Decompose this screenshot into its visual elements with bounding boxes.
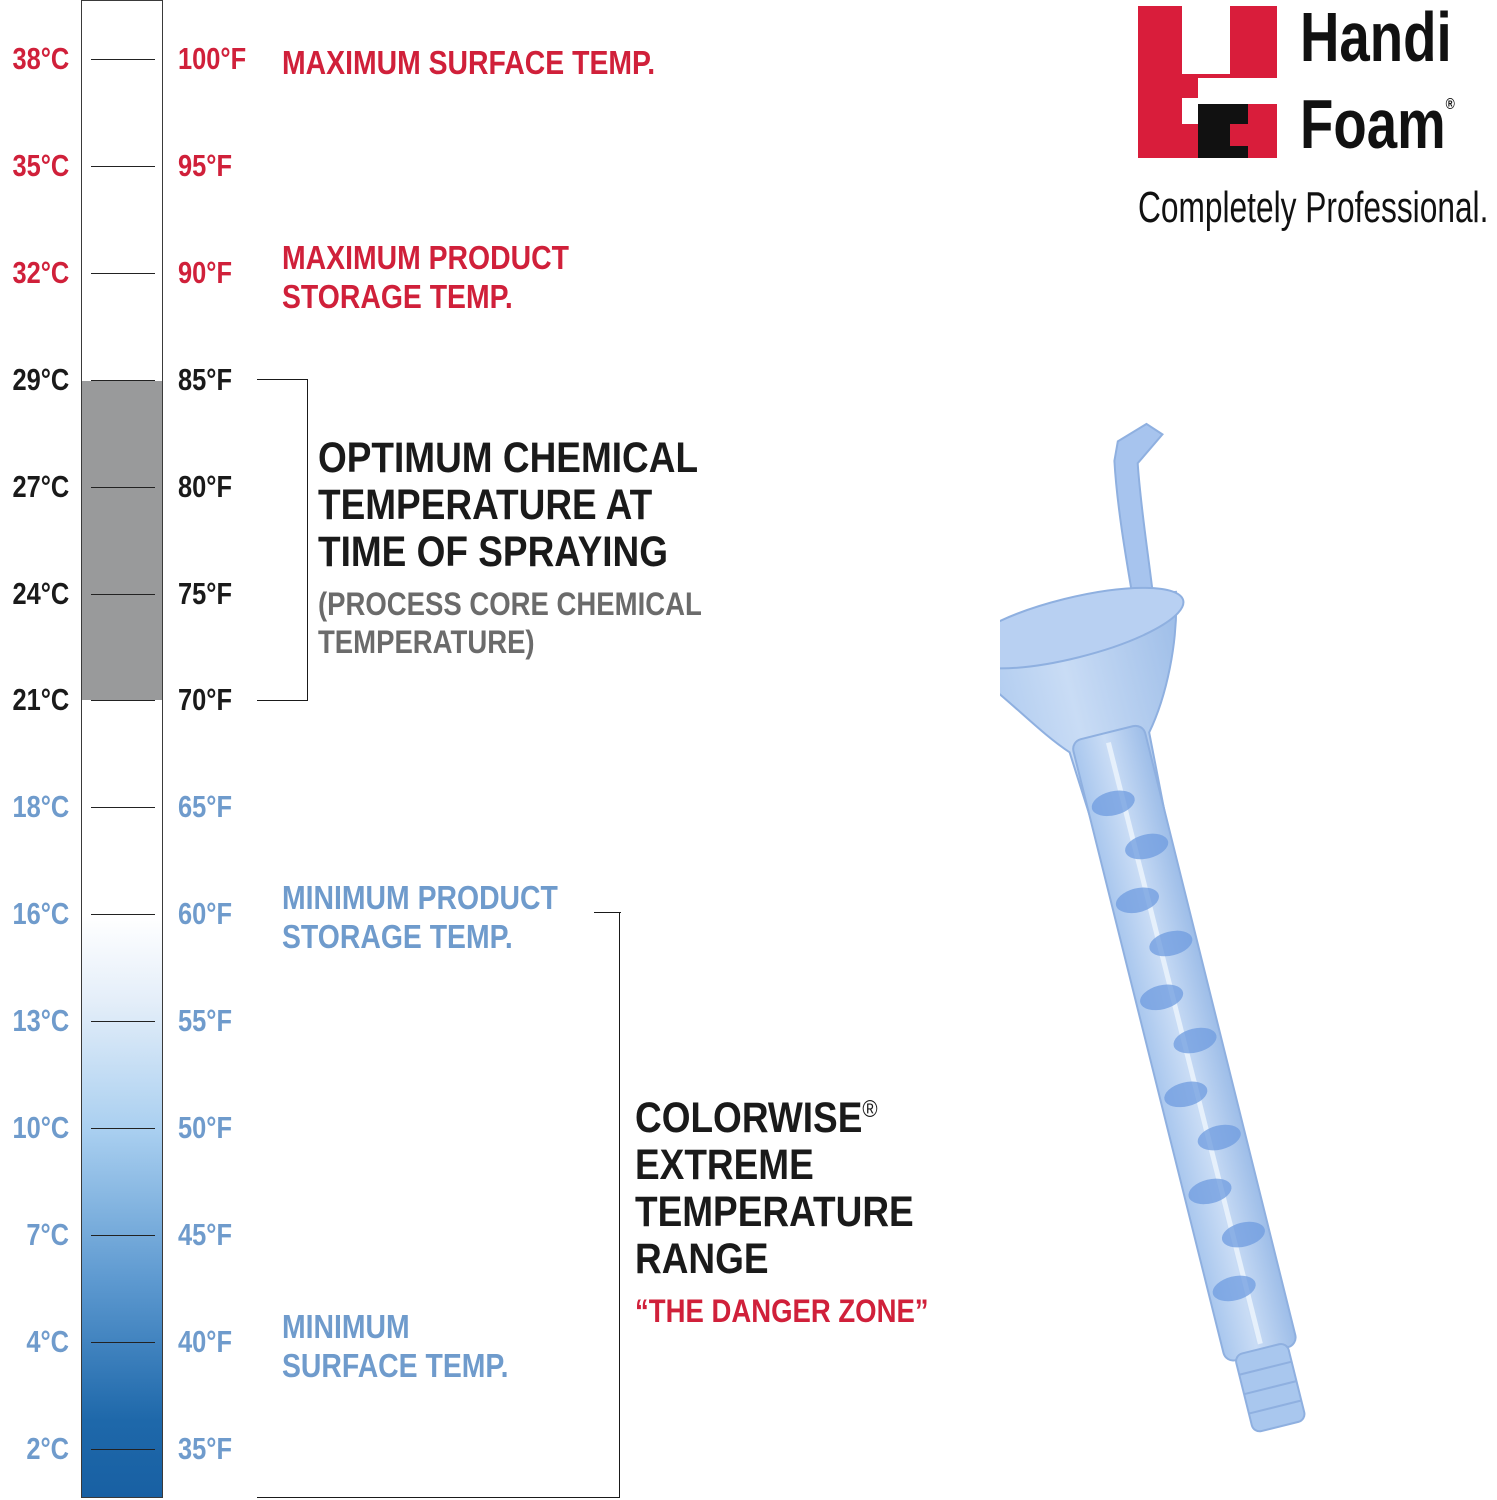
- colorwise-title-line1: [635, 1094, 878, 1143]
- fahrenheit-label: 60°F: [178, 896, 232, 931]
- scale-tick: [91, 914, 155, 915]
- danger-zone-bracket-top: [594, 912, 621, 913]
- scale-tick: [91, 1449, 155, 1450]
- celsius-label: 32°C: [12, 255, 69, 290]
- scale-tick: [91, 1128, 155, 1129]
- fahrenheit-label: 95°F: [178, 148, 232, 183]
- optimum-title-line3: TIME OF SPRAYING: [318, 528, 668, 576]
- fahrenheit-label: 45°F: [178, 1217, 232, 1252]
- fahrenheit-label: 75°F: [178, 576, 232, 611]
- fahrenheit-label: 85°F: [178, 362, 232, 397]
- danger-zone-bracket: [257, 913, 620, 1498]
- colorwise-title-line3: TEMPERATURE: [635, 1188, 914, 1236]
- celsius-label: 2°C: [26, 1431, 69, 1466]
- fahrenheit-label: 40°F: [178, 1324, 232, 1359]
- celsius-label: 7°C: [26, 1217, 69, 1252]
- registered-mark: ®: [862, 1096, 878, 1123]
- mixing-nozzle-image: [1000, 395, 1480, 1435]
- logo-tagline: Completely Professional.: [1138, 183, 1489, 232]
- scale-tick: [91, 807, 155, 808]
- celsius-label: 16°C: [12, 896, 69, 931]
- celsius-label: 29°C: [12, 362, 69, 397]
- scale-tick: [91, 1342, 155, 1343]
- optimum-temperature-band: [82, 381, 162, 700]
- scale-tick: [91, 594, 155, 595]
- logo-foam-text: Foam: [1300, 85, 1446, 163]
- colorwise-word: COLORWISE: [635, 1094, 863, 1142]
- min-surface-temp-label-line2: SURFACE TEMP.: [282, 1347, 509, 1384]
- min-storage-temp-label-line1: MINIMUM PRODUCT: [282, 879, 558, 916]
- optimum-note-line2: TEMPERATURE): [318, 624, 535, 660]
- fahrenheit-label: 100°F: [178, 41, 247, 76]
- logo-word-handi: Handi: [1300, 0, 1452, 76]
- fahrenheit-label: 65°F: [178, 789, 232, 824]
- logo-registered-mark: ®: [1445, 96, 1455, 113]
- scale-tick: [91, 700, 155, 701]
- scale-tick: [91, 1235, 155, 1236]
- fahrenheit-label: 55°F: [178, 1003, 232, 1038]
- fahrenheit-label: 50°F: [178, 1110, 232, 1145]
- fahrenheit-label: 90°F: [178, 255, 232, 290]
- fahrenheit-label: 80°F: [178, 469, 232, 504]
- celsius-label: 24°C: [12, 576, 69, 611]
- optimum-note-line1: (PROCESS CORE CHEMICAL: [318, 586, 702, 622]
- max-storage-temp-label-line1: MAXIMUM PRODUCT: [282, 239, 569, 276]
- celsius-label: 10°C: [12, 1110, 69, 1145]
- logo-word-foam: [1300, 85, 1455, 163]
- celsius-label: 4°C: [26, 1324, 69, 1359]
- colorwise-title-line4: RANGE: [635, 1235, 769, 1283]
- scale-tick: [91, 380, 155, 381]
- scale-tick: [91, 487, 155, 488]
- optimum-title-line2: TEMPERATURE AT: [318, 481, 653, 529]
- min-surface-temp-label-line1: MINIMUM: [282, 1308, 410, 1345]
- thermometer-scale: [81, 0, 163, 1498]
- celsius-label: 13°C: [12, 1003, 69, 1038]
- celsius-label: 27°C: [12, 469, 69, 504]
- scale-tick: [91, 273, 155, 274]
- max-storage-temp-label-line2: STORAGE TEMP.: [282, 278, 513, 315]
- scale-tick: [91, 1021, 155, 1022]
- fahrenheit-label: 35°F: [178, 1431, 232, 1466]
- celsius-label: 21°C: [12, 682, 69, 717]
- celsius-label: 38°C: [12, 41, 69, 76]
- danger-zone-label: “THE DANGER ZONE”: [635, 1293, 929, 1329]
- optimum-title-line1: OPTIMUM CHEMICAL: [318, 434, 699, 482]
- scale-tick: [91, 166, 155, 167]
- handi-foam-logo-mark: [1138, 6, 1277, 158]
- scale-tick: [91, 59, 155, 60]
- celsius-label: 35°C: [12, 148, 69, 183]
- optimum-range-bracket: [257, 379, 308, 701]
- fahrenheit-label: 70°F: [178, 682, 232, 717]
- max-surface-temp-label: MAXIMUM SURFACE TEMP.: [282, 44, 656, 81]
- celsius-label: 18°C: [12, 789, 69, 824]
- colorwise-title-line2: EXTREME: [635, 1141, 814, 1189]
- min-storage-temp-label-line2: STORAGE TEMP.: [282, 918, 513, 955]
